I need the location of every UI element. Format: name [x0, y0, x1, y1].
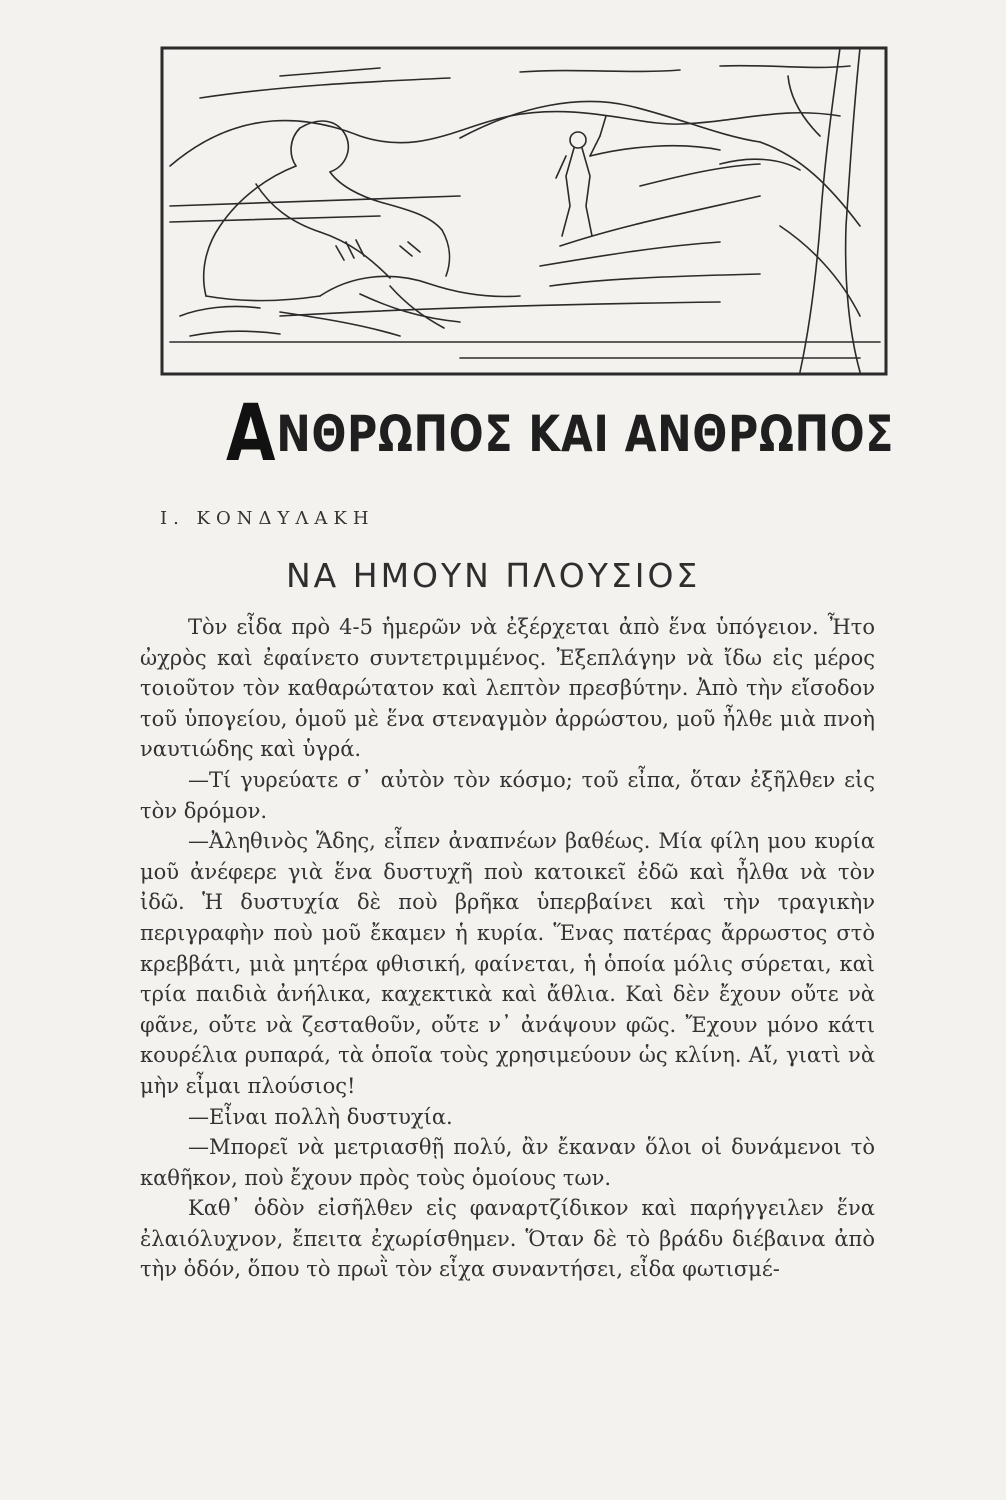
- title-text: ΝΘΡΩΠΟΣ ΚΑΙ ΑΝΘΡΩΠΟΣ: [276, 405, 895, 463]
- paragraph: —Εἶναι πολλὴ δυστυχία.: [188, 1104, 453, 1129]
- paragraph: —Τί γυρεύατε σ᾽ αὐτὸν τὸν κόσμο; τοῦ εἶπα, ὅταν ἐξῆλθεν εἰς τὸν δρόμον.: [140, 767, 875, 823]
- header-illustration: [160, 46, 888, 376]
- title-initial-letter: Α: [226, 389, 277, 479]
- paragraph: —Ἀληθινὸς Ἅδης, εἶπεν ἀναπνέων βαθέως. Μία φίλη μου κυρία μοῦ ἀνέφερε γιὰ ἕνα δυστυχῆ ποὺ κατοικεῖ ἐδῶ καὶ ἦλθα νὰ τὸν ἰδῶ. Ἡ δυστυχία δὲ ποὺ βρῆκα ὑπερβαίνει καὶ τὴν τραγικὴν περιγραφὴν ποὺ μοῦ ἔκαμεν ἡ κυρία. Ἕνας πατέρας ἄρρωστος στὸ κρεββάτι, μιὰ μητέρα φθισική, φαίνεται, ἡ ὁποία μόλις σύρεται, καὶ τρία παιδιὰ ἀνήλικα, καχεκτικὰ καὶ ἄθλια. Καὶ δὲν ἔχουν οὔτε νὰ φᾶνε, οὔτε νὰ ζεσταθοῦν, οὔτε ν᾽ ἀνάψουν φῶς. Ἔχουν μόνο κάτι κουρέλια ρυπαρά, τὰ ὁποῖα τοὺς χρησιμεύουν ὡς κλίνη. Αἴ, γιατὶ νὰ μὴν εἶμαι πλούσιος!: [140, 829, 875, 1098]
- paragraph: Καθ᾽ ὁδὸν εἰσῆλθεν εἰς φαναρτζίδικον καὶ παρήγγειλεν ἕνα ἐλαιόλυχνον, ἔπειτα ἐχωρίσθημεν. Ὅταν δὲ τὸ βράδυ διέβαινα ἀπὸ τὴν ὁδόν, ὅπου τὸ πρωῒ τὸν εἶχα συναντήσει, εἶδα φωτισμέ-: [140, 1196, 875, 1282]
- seated-figure-and-wanderer-illustration: [160, 46, 888, 376]
- paragraph: Τὸν εἶδα πρὸ 4-5 ἡμερῶν νὰ ἐξέρχεται ἀπὸ ἕνα ὑπόγειον. Ἦτο ὠχρὸς καὶ ἐφαίνετο συντετριμμένος. Ἐξεπλάγην νὰ ἴδω εἰς μέρος τοιοῦτον τὸν καθαρώτατον καὶ λεπτὸν πρεσβύτην. Ἀπὸ τὴν εἴσοδον τοῦ ὑπογείου, ὁμοῦ μὲ ἕνα στεναγμὸν ἀρρώστου, μοῦ ἦλθε μιὰ πνοὴ ναυτιώδης καὶ ὑγρά.: [140, 615, 875, 762]
- story-title: ΝΑ ΗΜΟΥΝ ΠΛΟΥΣΙΟΣ: [286, 556, 701, 595]
- author-byline: Ι. ΚΟΝΔΥΛΑΚΗ: [160, 508, 375, 529]
- article-body: [140, 612, 875, 1285]
- section-title: [226, 389, 895, 479]
- paragraph: —Μπορεῖ νὰ μετριασθῇ πολύ, ἂν ἔκαναν ὅλοι οἱ δυνάμενοι τὸ καθῆκον, ποὺ ἔχουν πρὸς τοὺς ὁμοίους των.: [140, 1135, 875, 1190]
